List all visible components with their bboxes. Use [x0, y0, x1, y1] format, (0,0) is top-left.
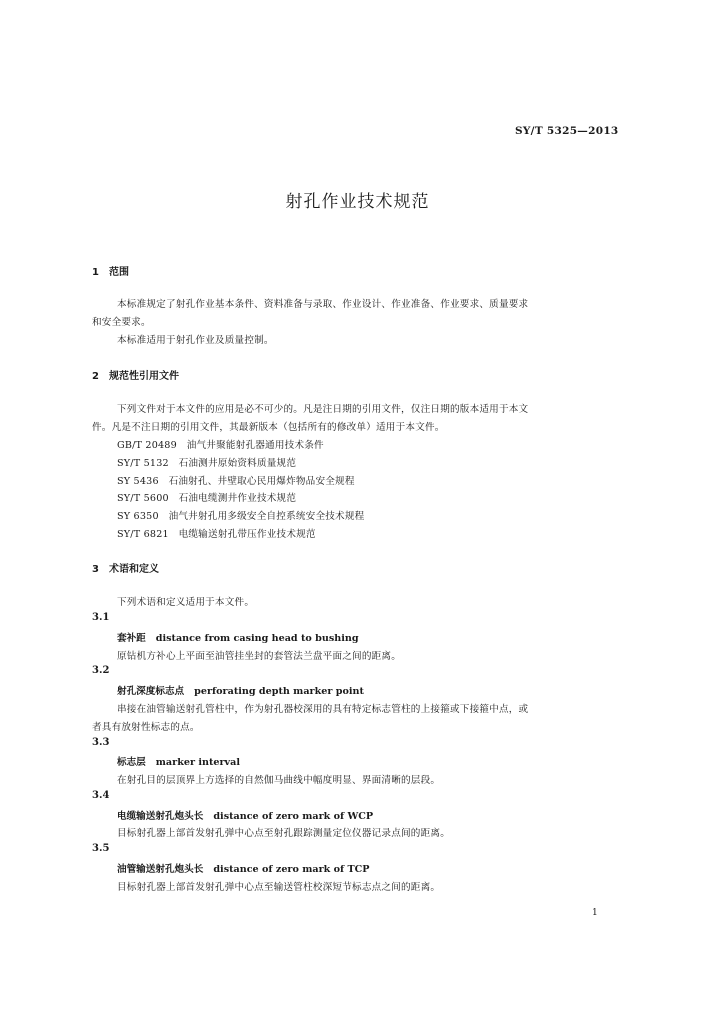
section-2-paragraph-line: 下列文件对于本文件的应用是必不可少的。凡是注日期的引用文件，仅注日期的版本适用于本文: [117, 404, 529, 415]
section-3-heading: 3 术语和定义: [92, 564, 159, 575]
term-number: 3.1: [92, 612, 110, 623]
term-english: distance of zero mark of WCP: [213, 811, 374, 822]
section-1-scope-line: 本标准适用于射孔作业及质量控制。: [117, 335, 274, 346]
term-definition: 目标射孔器上部首发射孔弹中心点至射孔跟踪测量定位仪器记录点间的距离。: [117, 828, 450, 839]
term-chinese: 套补距: [117, 633, 146, 644]
term-definition: 者具有放射性标志的点。: [92, 722, 200, 733]
reference-item: SY/T 5132 石油测井原始资料质量规范: [117, 458, 297, 469]
term-english: distance from casing head to bushing: [155, 633, 359, 644]
term-definition: 在射孔目的层顶界上方选择的自然伽马曲线中幅度明显、界面清晰的层段。: [117, 775, 441, 786]
section-1-paragraph-line: 和安全要求。: [92, 317, 151, 328]
term-chinese: 标志层: [117, 757, 146, 768]
term-title: [117, 683, 364, 697]
section-1-paragraph-line: 本标准规定了射孔作业基本条件、资料准备与录取、作业设计、作业准备、作业要求、质量要求: [117, 299, 529, 310]
section-1-heading: 1 范围: [92, 267, 129, 278]
term-title: [117, 630, 359, 644]
term-english: perforating depth marker point: [194, 686, 364, 697]
term-definition: 目标射孔器上部首发射孔弹中心点至输送管柱校深短节标志点之间的距离。: [117, 882, 441, 893]
section-2-heading: 2 规范性引用文件: [92, 371, 179, 382]
page-number: 1: [592, 908, 598, 918]
term-number: 3.3: [92, 737, 110, 748]
term-definition: 原钻机方补心上平面至油管挂坐封的套管法兰盘平面之间的距离。: [117, 651, 402, 662]
term-chinese: 射孔深度标志点: [117, 686, 185, 697]
document-code: SY/T 5325—2013: [515, 125, 619, 137]
reference-item: SY/T 5600 石油电缆测井作业技术规范: [117, 493, 297, 504]
term-chinese: 电缆输送射孔炮头长: [117, 811, 204, 822]
term-english: marker interval: [155, 757, 240, 768]
document-title: 射孔作业技术规范: [285, 192, 430, 212]
term-english: distance of zero mark of TCP: [213, 864, 370, 875]
reference-item: GB/T 20489 油气井聚能射孔器通用技术条件: [117, 440, 324, 451]
term-title: [117, 808, 373, 822]
reference-item: SY/T 6821 电缆输送射孔带压作业技术规范: [117, 529, 316, 540]
term-number: 3.5: [92, 843, 110, 854]
term-chinese: 油管输送射孔炮头长: [117, 864, 204, 875]
term-definition: 串接在油管输送射孔管柱中，作为射孔器校深用的具有特定标志管柱的上接箍或下接箍中点，或: [117, 704, 529, 715]
term-number: 3.4: [92, 790, 110, 801]
section-3-intro: 下列术语和定义适用于本文件。: [117, 597, 255, 608]
term-title: [117, 861, 369, 875]
section-2-paragraph-line: 件。凡是不注日期的引用文件，其最新版本（包括所有的修改单）适用于本文件。: [92, 422, 445, 433]
term-title: [117, 754, 240, 768]
reference-item: SY 5436 石油射孔、井壁取心民用爆炸物品安全规程: [117, 476, 355, 487]
reference-item: SY 6350 油气井射孔用多级安全自控系统安全技术规程: [117, 511, 365, 522]
term-number: 3.2: [92, 665, 110, 676]
